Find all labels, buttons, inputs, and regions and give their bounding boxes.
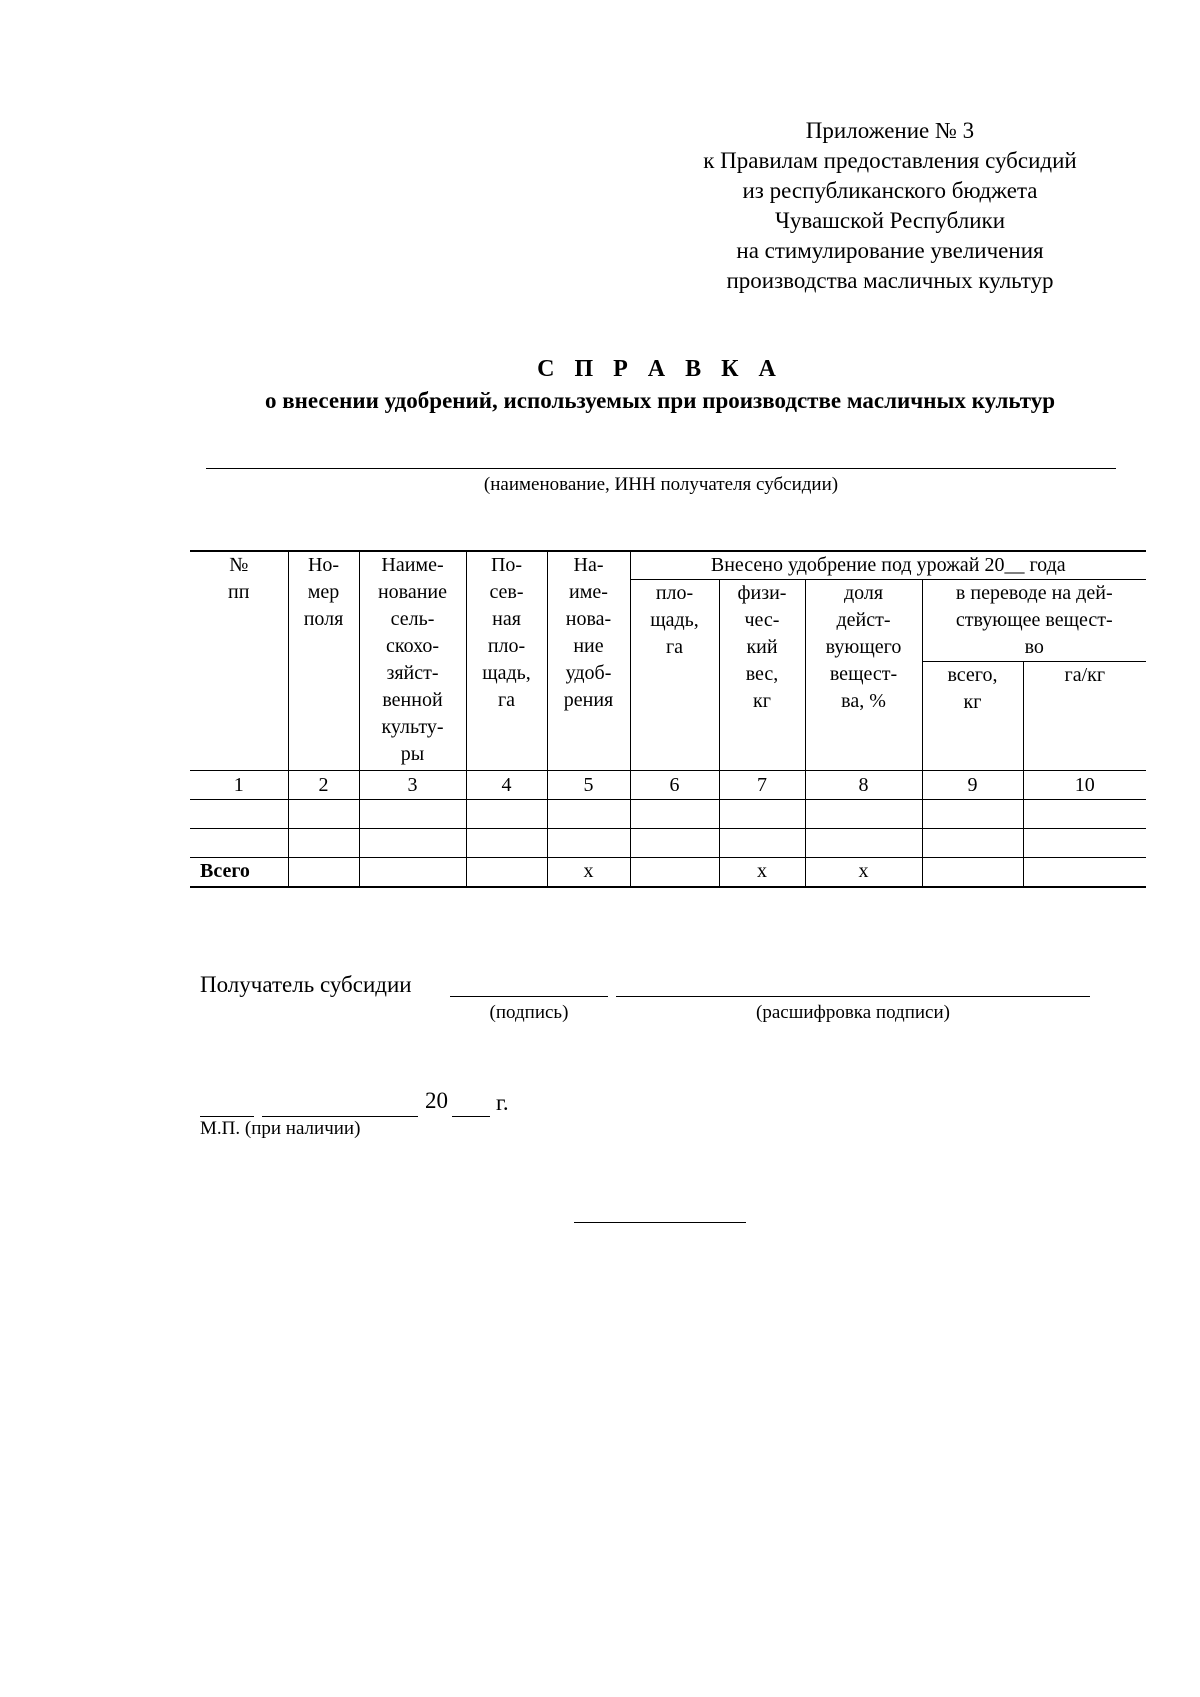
document-title: С П Р А В К А bbox=[537, 356, 783, 382]
table-cell[interactable] bbox=[630, 800, 719, 829]
header-col-2: Но- мер поля bbox=[288, 551, 359, 771]
column-number: 1 bbox=[190, 771, 288, 800]
table-cell[interactable] bbox=[547, 829, 630, 858]
table-cell[interactable] bbox=[1023, 829, 1146, 858]
total-cell[interactable] bbox=[466, 858, 547, 888]
total-cell[interactable] bbox=[1023, 858, 1146, 888]
column-number: 3 bbox=[359, 771, 466, 800]
signature-field[interactable] bbox=[450, 996, 608, 997]
signature-decode-field[interactable] bbox=[616, 996, 1090, 997]
recipient-label: Получатель субсидии bbox=[200, 972, 412, 997]
table-cell[interactable] bbox=[190, 829, 288, 858]
table-cell[interactable] bbox=[547, 800, 630, 829]
column-number: 2 bbox=[288, 771, 359, 800]
column-number: 6 bbox=[630, 771, 719, 800]
date-month-field[interactable] bbox=[262, 1116, 418, 1117]
date-year-prefix: 20 bbox=[425, 1088, 448, 1113]
total-cell: х bbox=[719, 858, 805, 888]
appendix-line: производства масличных культур bbox=[726, 268, 1054, 293]
date-year-suffix: г. bbox=[496, 1090, 509, 1115]
header-subgroup-active: в переводе на дей- ствующее вещест- во bbox=[922, 580, 1146, 662]
end-divider bbox=[574, 1222, 746, 1223]
document-subtitle: о внесении удобрений, используемых при производстве масличных культур bbox=[264, 388, 1055, 413]
total-cell: х bbox=[547, 858, 630, 888]
table-row bbox=[190, 829, 1146, 858]
total-cell[interactable] bbox=[359, 858, 466, 888]
appendix-line: к Правилам предоставления субсидий bbox=[703, 148, 1077, 173]
header-col-3: Наиме- нование сель- скохо- зяйст- венной культу- ры bbox=[359, 551, 466, 771]
header-col-4: По- сев- ная пло- щадь, га bbox=[466, 551, 547, 771]
stamp-place-label: М.П. (при наличии) bbox=[200, 1118, 361, 1139]
recipient-name-caption: (наименование, ИНН получателя субсидии) bbox=[483, 474, 839, 495]
header-group-applied: Внесено удобрение под урожай 20__ года bbox=[630, 551, 1146, 580]
header-col-9: всего, кг bbox=[922, 662, 1023, 771]
signature-decode-caption: (расшифровка подписи) bbox=[756, 1002, 950, 1023]
fertilizer-table bbox=[190, 550, 1146, 888]
table-cell[interactable] bbox=[805, 829, 922, 858]
table-header-row bbox=[190, 551, 1146, 580]
column-number: 9 bbox=[922, 771, 1023, 800]
header-col-1: № пп bbox=[190, 551, 288, 771]
column-number: 8 bbox=[805, 771, 922, 800]
total-cell[interactable] bbox=[922, 858, 1023, 888]
table-cell[interactable] bbox=[630, 829, 719, 858]
appendix-line: на стимулирование увеличения bbox=[736, 238, 1044, 263]
table-cell[interactable] bbox=[288, 800, 359, 829]
appendix-line: Чувашской Республики bbox=[774, 208, 1006, 233]
table-cell[interactable] bbox=[288, 829, 359, 858]
column-number-row bbox=[190, 771, 1146, 800]
column-number: 5 bbox=[547, 771, 630, 800]
table-cell[interactable] bbox=[190, 800, 288, 829]
table-cell[interactable] bbox=[719, 800, 805, 829]
total-cell[interactable] bbox=[288, 858, 359, 888]
table-cell[interactable] bbox=[466, 829, 547, 858]
appendix-line: из республиканского бюджета bbox=[742, 178, 1038, 203]
total-row bbox=[190, 858, 1146, 888]
header-col-10: га/кг bbox=[1023, 662, 1146, 771]
total-cell: х bbox=[805, 858, 922, 888]
recipient-name-field[interactable] bbox=[206, 468, 1116, 469]
table-cell[interactable] bbox=[359, 829, 466, 858]
appendix-block bbox=[660, 116, 1120, 296]
table-row bbox=[190, 800, 1146, 829]
table-cell[interactable] bbox=[359, 800, 466, 829]
header-col-6: пло- щадь, га bbox=[630, 580, 719, 771]
table-cell[interactable] bbox=[1023, 800, 1146, 829]
date-year-field[interactable] bbox=[452, 1116, 490, 1117]
column-number: 4 bbox=[466, 771, 547, 800]
table-cell[interactable] bbox=[922, 829, 1023, 858]
table-cell[interactable] bbox=[466, 800, 547, 829]
header-col-7: физи- чес- кий вес, кг bbox=[719, 580, 805, 771]
column-number: 10 bbox=[1023, 771, 1146, 800]
appendix-line: Приложение № 3 bbox=[805, 118, 975, 143]
table-cell[interactable] bbox=[805, 800, 922, 829]
header-col-8: доля дейст- вующего вещест- ва, % bbox=[805, 580, 922, 771]
total-label: Всего bbox=[190, 858, 288, 888]
date-day-field[interactable] bbox=[200, 1116, 254, 1117]
table-cell[interactable] bbox=[922, 800, 1023, 829]
header-col-5: На- име- нова- ние удоб- рения bbox=[547, 551, 630, 771]
total-cell[interactable] bbox=[630, 858, 719, 888]
signature-caption: (подпись) bbox=[489, 1002, 569, 1023]
table-cell[interactable] bbox=[719, 829, 805, 858]
column-number: 7 bbox=[719, 771, 805, 800]
